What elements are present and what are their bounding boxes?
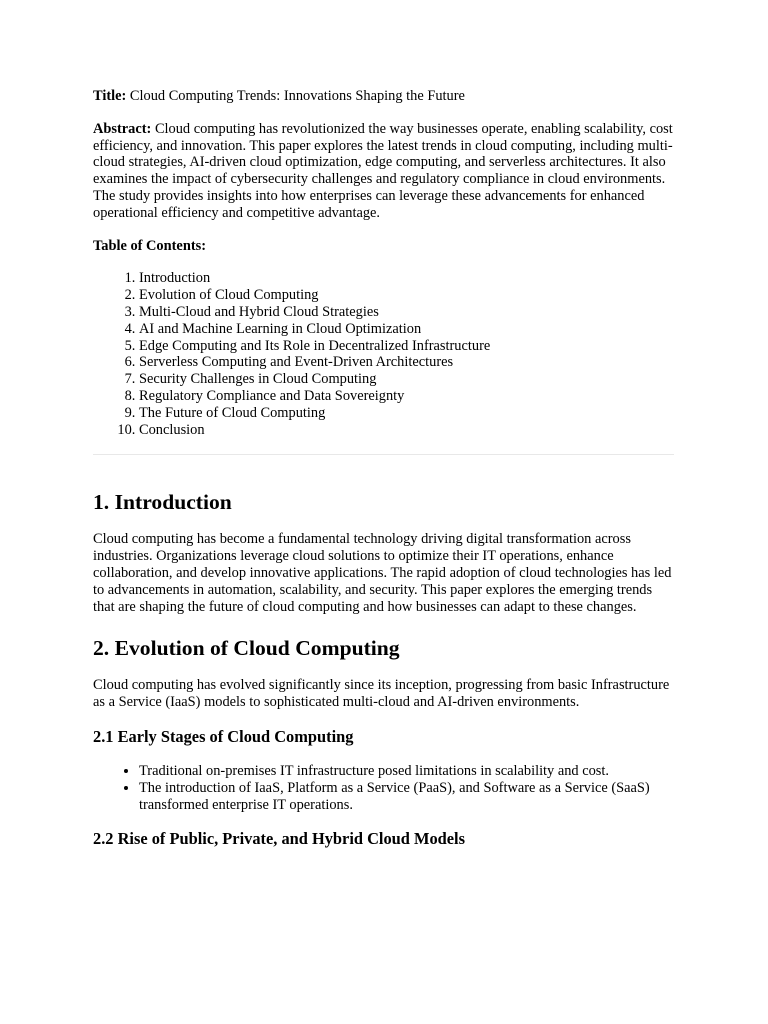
section-divider (93, 454, 674, 455)
toc-item: 4. AI and Machine Learning in Cloud Optimization (139, 321, 674, 338)
toc-heading (93, 238, 674, 255)
abstract-label: Abstract: (93, 120, 152, 137)
paper-title-line (93, 88, 674, 105)
early-stages-bullet-list (93, 763, 674, 813)
subsection-heading-cloud-models: 2.2 Rise of Public, Private, and Hybrid Cloud Models (93, 829, 465, 849)
evolution-paragraph: Cloud computing has evolved significantly since its inception, progressing from basic Infrastructure as a Service (IaaS) models to sophisticated multi-cloud and AI-driven environments. (93, 677, 670, 711)
toc-item: 9. The Future of Cloud Computing (139, 405, 674, 422)
table-of-contents (93, 270, 674, 438)
bullet-item: • Traditional on-premises IT infrastructure posed limitations in scalability and cost. (139, 763, 674, 780)
toc-item: 2. Evolution of Cloud Computing (139, 287, 674, 304)
title-label: Title: (93, 88, 127, 104)
toc-item: 10. Conclusion (139, 422, 674, 439)
abstract-text: Cloud computing has revolutionized the way businesses operate, enabling scalability, cost efficiency, and innovation. This paper explores the latest trends in cloud computing, including multi-cloud strategies, AI-driven cloud optimization, edge computing, and serverless architectures. It also examines the impact of cybersecurity challenges and regulatory compliance in cloud environments. The study provides insights into how enterprises can leverage these advancements for enhanced operational efficiency and competitive advantage. (93, 120, 673, 221)
bullet-item: • The introduction of IaaS, Platform as a Service (PaaS), and Software as a Service (SaaS) transformed enterprise IT operations. (139, 780, 674, 814)
toc-heading-text: Table of Contents: (93, 237, 207, 254)
toc-item: 8. Regulatory Compliance and Data Sovereignty (139, 388, 674, 405)
subsection-heading-early-stages: 2.1 Early Stages of Cloud Computing (93, 726, 354, 746)
abstract-paragraph (93, 121, 674, 222)
toc-item: 6. Serverless Computing and Event-Driven Architectures (139, 354, 674, 371)
paper-title: Cloud Computing Trends: Innovations Shaping the Future (126, 88, 465, 104)
toc-item: 5. Edge Computing and Its Role in Decentralized Infrastructure (139, 338, 674, 355)
section-heading-evolution: 2. Evolution of Cloud Computing (93, 636, 400, 661)
toc-item: 1. Introduction (139, 270, 674, 287)
toc-item: 3. Multi-Cloud and Hybrid Cloud Strategies (139, 304, 674, 321)
toc-item: 7. Security Challenges in Cloud Computing (139, 371, 674, 388)
section-heading-introduction: 1. Introduction (93, 490, 232, 515)
introduction-paragraph: Cloud computing has become a fundamental technology driving digital transformation across industries. Organizations leverage cloud solutions to optimize their IT operations, enhance collaboration, and develop innovative applications. The rapid adoption of cloud technologies has led to advancements in automation, scalability, and security. This paper explores the emerging trends that are shaping the future of cloud computing and how businesses can adapt to these changes. (93, 531, 672, 615)
